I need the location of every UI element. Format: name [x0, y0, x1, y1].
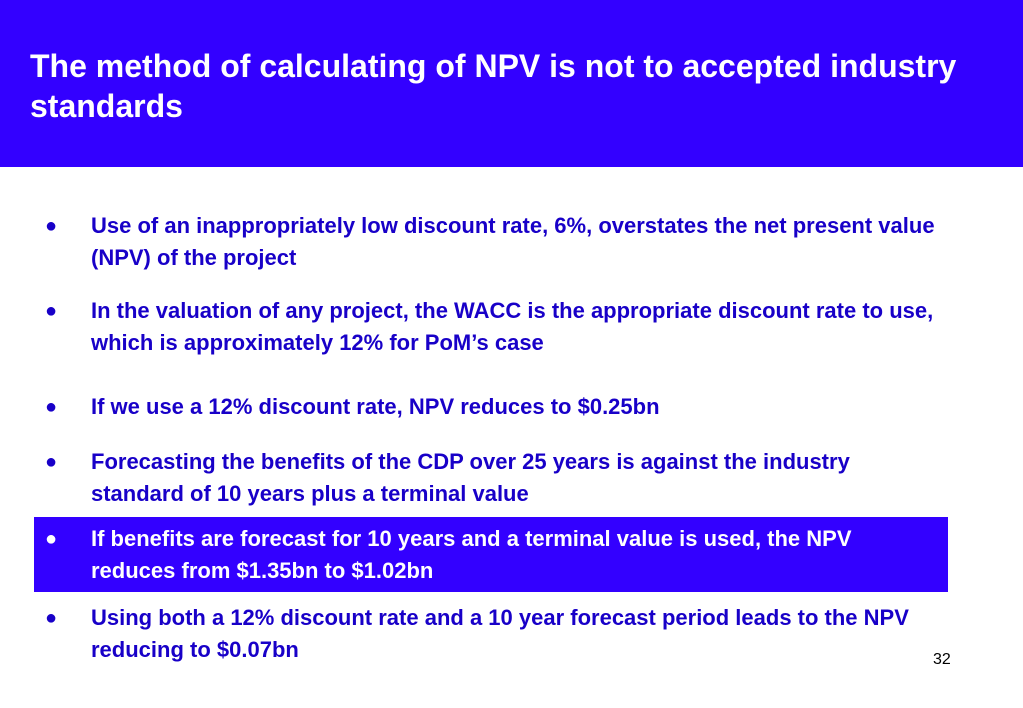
bullet-text: Forecasting the benefits of the CDP over 25 years is against the industry standard of 10 years plus a terminal value: [91, 449, 850, 506]
bullet-dot-icon: ●: [45, 528, 58, 550]
bullet-text: In the valuation of any project, the WACC is the appropriate discount rate to use, which is approximately 12% for PoM’s case: [91, 298, 934, 355]
bullet-dot-icon: ●: [45, 215, 58, 237]
bullet-text: If benefits are forecast for 10 years and a terminal value is used, the NPV reduces from $1.35bn to $1.02bn: [91, 526, 852, 583]
bullet-text: Using both a 12% discount rate and a 10 year forecast period leads to the NPV reducing to $0.07bn: [91, 605, 909, 662]
bullet-text: Use of an inappropriately low discount rate, 6%, overstates the net present value (NPV) of the project: [91, 213, 935, 270]
bullet-dot-icon: ●: [45, 607, 58, 629]
title-banner: [0, 0, 1023, 167]
bullet-dot-icon: ●: [45, 300, 58, 322]
bullet-text: If we use a 12% discount rate, NPV reduces to $0.25bn: [91, 394, 660, 419]
highlighted-bullet-item: [34, 517, 948, 592]
page-number: 32: [933, 651, 951, 668]
bullet-dot-icon: ●: [45, 396, 58, 418]
slide-title: The method of calculating of NPV is not to accepted industry standards: [30, 48, 957, 124]
bullet-dot-icon: ●: [45, 451, 58, 473]
